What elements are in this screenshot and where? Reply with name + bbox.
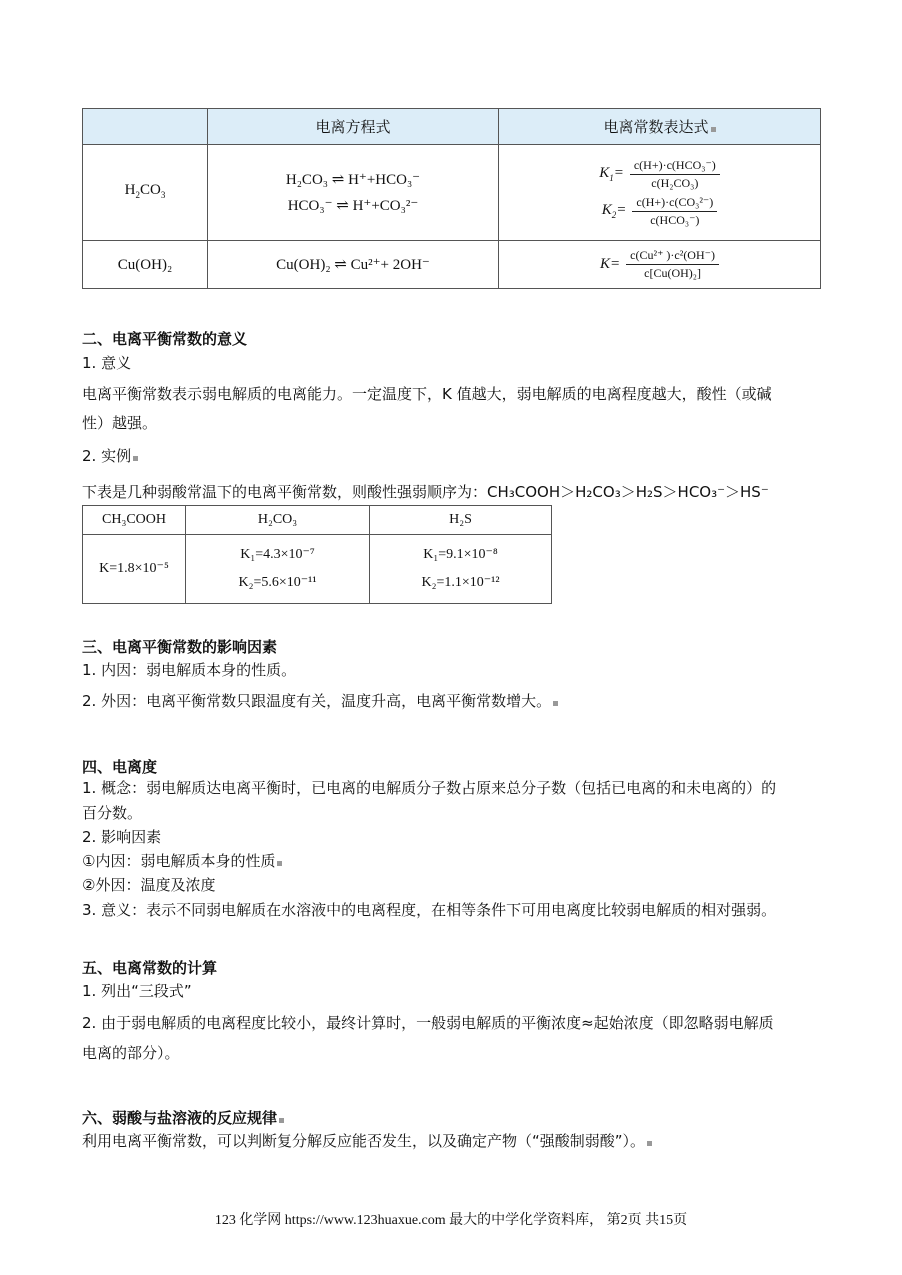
h2co3-constants [499, 145, 821, 241]
s3-line-2: 2. 外因：电离平衡常数只跟温度有关，温度升高，电离平衡常数增大。 [82, 690, 822, 712]
section-2-title: 二、电离平衡常数的意义 [82, 330, 248, 348]
header-h2s: H₂S [370, 506, 552, 535]
table-row [83, 241, 821, 289]
header-constant-label: 电离常数表达式 [603, 118, 709, 136]
s4-line-3: 2. 影响因素 [82, 828, 162, 846]
section-5-title: 五、电离常数的计算 [82, 959, 218, 977]
s4-line-4: ①内因：弱电解质本身的性质 [82, 850, 822, 872]
s4-line-1: 1. 概念：弱电解质达电离平衡时，已电离的电解质分子数占原来总分子数（包括已电离的和未电离的）的 [82, 779, 777, 797]
s6-line-1: 利用电离平衡常数，可以判断复分解反应能否发生，以及确定产物（“强酸制弱酸”）。 [82, 1130, 822, 1152]
k2-numerator: c(H+)·c(CO₃²⁻) [632, 195, 717, 212]
s2-line-4: 2. 实例 [82, 445, 822, 467]
k-expression: K= $\frac{\text{c(Cu²⁺ )·c²(OH⁻)}}{\text{c[Cu(OH)₂]}}$ [499, 248, 820, 281]
h2co3-ks [186, 535, 370, 604]
k2-expression: $K_2=$ $\frac{\text{c(H+)·c(CO₃²⁻)}}{\text{c(HCO₃⁻)}}$ [499, 195, 820, 228]
s5-line-3: 电离的部分）。 [82, 1044, 180, 1062]
equation-1: H₂CO₃ ⇌ H⁺+HCO₃⁻ [285, 171, 421, 188]
k1-numerator: c(H+)·c(HCO₃⁻) [630, 158, 720, 175]
k2-denominator: c(HCO₃⁻) [650, 212, 700, 227]
h2co3-equations [208, 145, 499, 241]
cuoh2-label: Cu(OH)₂ [83, 241, 208, 289]
h2s-ks [370, 535, 552, 604]
acid-constants-table [82, 505, 552, 604]
h2co3-label: $H_2CO_3$ [83, 145, 208, 241]
watermark-dot [711, 127, 716, 132]
equation-2: HCO₃⁻ ⇌ H⁺+CO₃²⁻ [287, 197, 419, 214]
header-cell-equation: 电离方程式 [208, 109, 499, 145]
header-cell-empty [83, 109, 208, 145]
section-6-title: 六、弱酸与盐溶液的反应规律 [82, 1107, 284, 1128]
page-footer: 123 化学网 https://www.123huaxue.com 最大的中学化学资料库， 第2页 共15页 [214, 1213, 688, 1228]
s3-line-1: 1. 内因：弱电解质本身的性质。 [82, 661, 297, 679]
table-row [83, 535, 552, 604]
k1-expression: $K_1=$ $\frac{\text{c(H+)·c(HCO₃⁻)}}{\text{c(H₂CO₃)}}$ [499, 158, 820, 191]
cuoh2-equation: Cu(OH)₂ ⇌ Cu²⁺+ 2OH⁻ [208, 241, 499, 289]
ch3cooh-k: K=1.8×10⁻⁵ [83, 535, 186, 604]
h2co3-k2: K₂=5.6×10⁻¹¹ [238, 575, 317, 590]
section-4-title: 四、电离度 [82, 758, 158, 776]
k1-denominator: c(H₂CO₃) [651, 175, 699, 190]
k-denominator: c[Cu(OH)₂] [644, 266, 701, 280]
s4-line-2: 百分数。 [82, 804, 143, 822]
section-3-title: 三、电离平衡常数的影响因素 [82, 638, 278, 656]
s4-line-5: ②外因：温度及浓度 [82, 876, 216, 894]
s2-line-1: 1. 意义 [82, 354, 132, 372]
h2s-k1: K₁=9.1×10⁻⁸ [423, 547, 498, 562]
h2s-k2: K₂=1.1×10⁻¹² [421, 575, 500, 590]
h2co3-k1: K₁=4.3×10⁻⁷ [240, 547, 315, 562]
k-numerator: c(Cu²⁺ )·c²(OH⁻) [626, 248, 719, 265]
table-row [83, 145, 821, 241]
s5-line-1: 1. 列出“三段式” [82, 982, 192, 1000]
s2-line-3: 性）越强。 [82, 414, 158, 432]
s2-line-5: 下表是几种弱酸常温下的电离平衡常数，则酸性强弱顺序为：CH₃COOH＞H₂CO₃＞H₂S＞HCO₃⁻＞HS⁻ [82, 483, 769, 501]
s4-line-6: 3. 意义：表示不同弱电解质在水溶液中的电离程度，在相等条件下可用电离度比较弱电解质的相对强弱。 [82, 901, 777, 919]
s5-line-2: 2. 由于弱电解质的电离程度比较小，最终计算时，一般弱电解质的平衡浓度≈起始浓度（即忽略弱电解质 [82, 1014, 774, 1032]
cuoh2-constant [499, 241, 821, 289]
header-h2co3: H₂CO₃ [186, 506, 370, 535]
table-header-row [83, 506, 552, 535]
s2-line-2: 电离平衡常数表示弱电解质的电离能力。一定温度下，K 值越大，弱电解质的电离程度越大，酸性（或碱 [82, 385, 772, 403]
header-ch3cooh: CH₃COOH [83, 506, 186, 535]
ionization-table [82, 108, 821, 289]
header-cell-constant [499, 109, 821, 145]
table-header-row [83, 109, 821, 145]
